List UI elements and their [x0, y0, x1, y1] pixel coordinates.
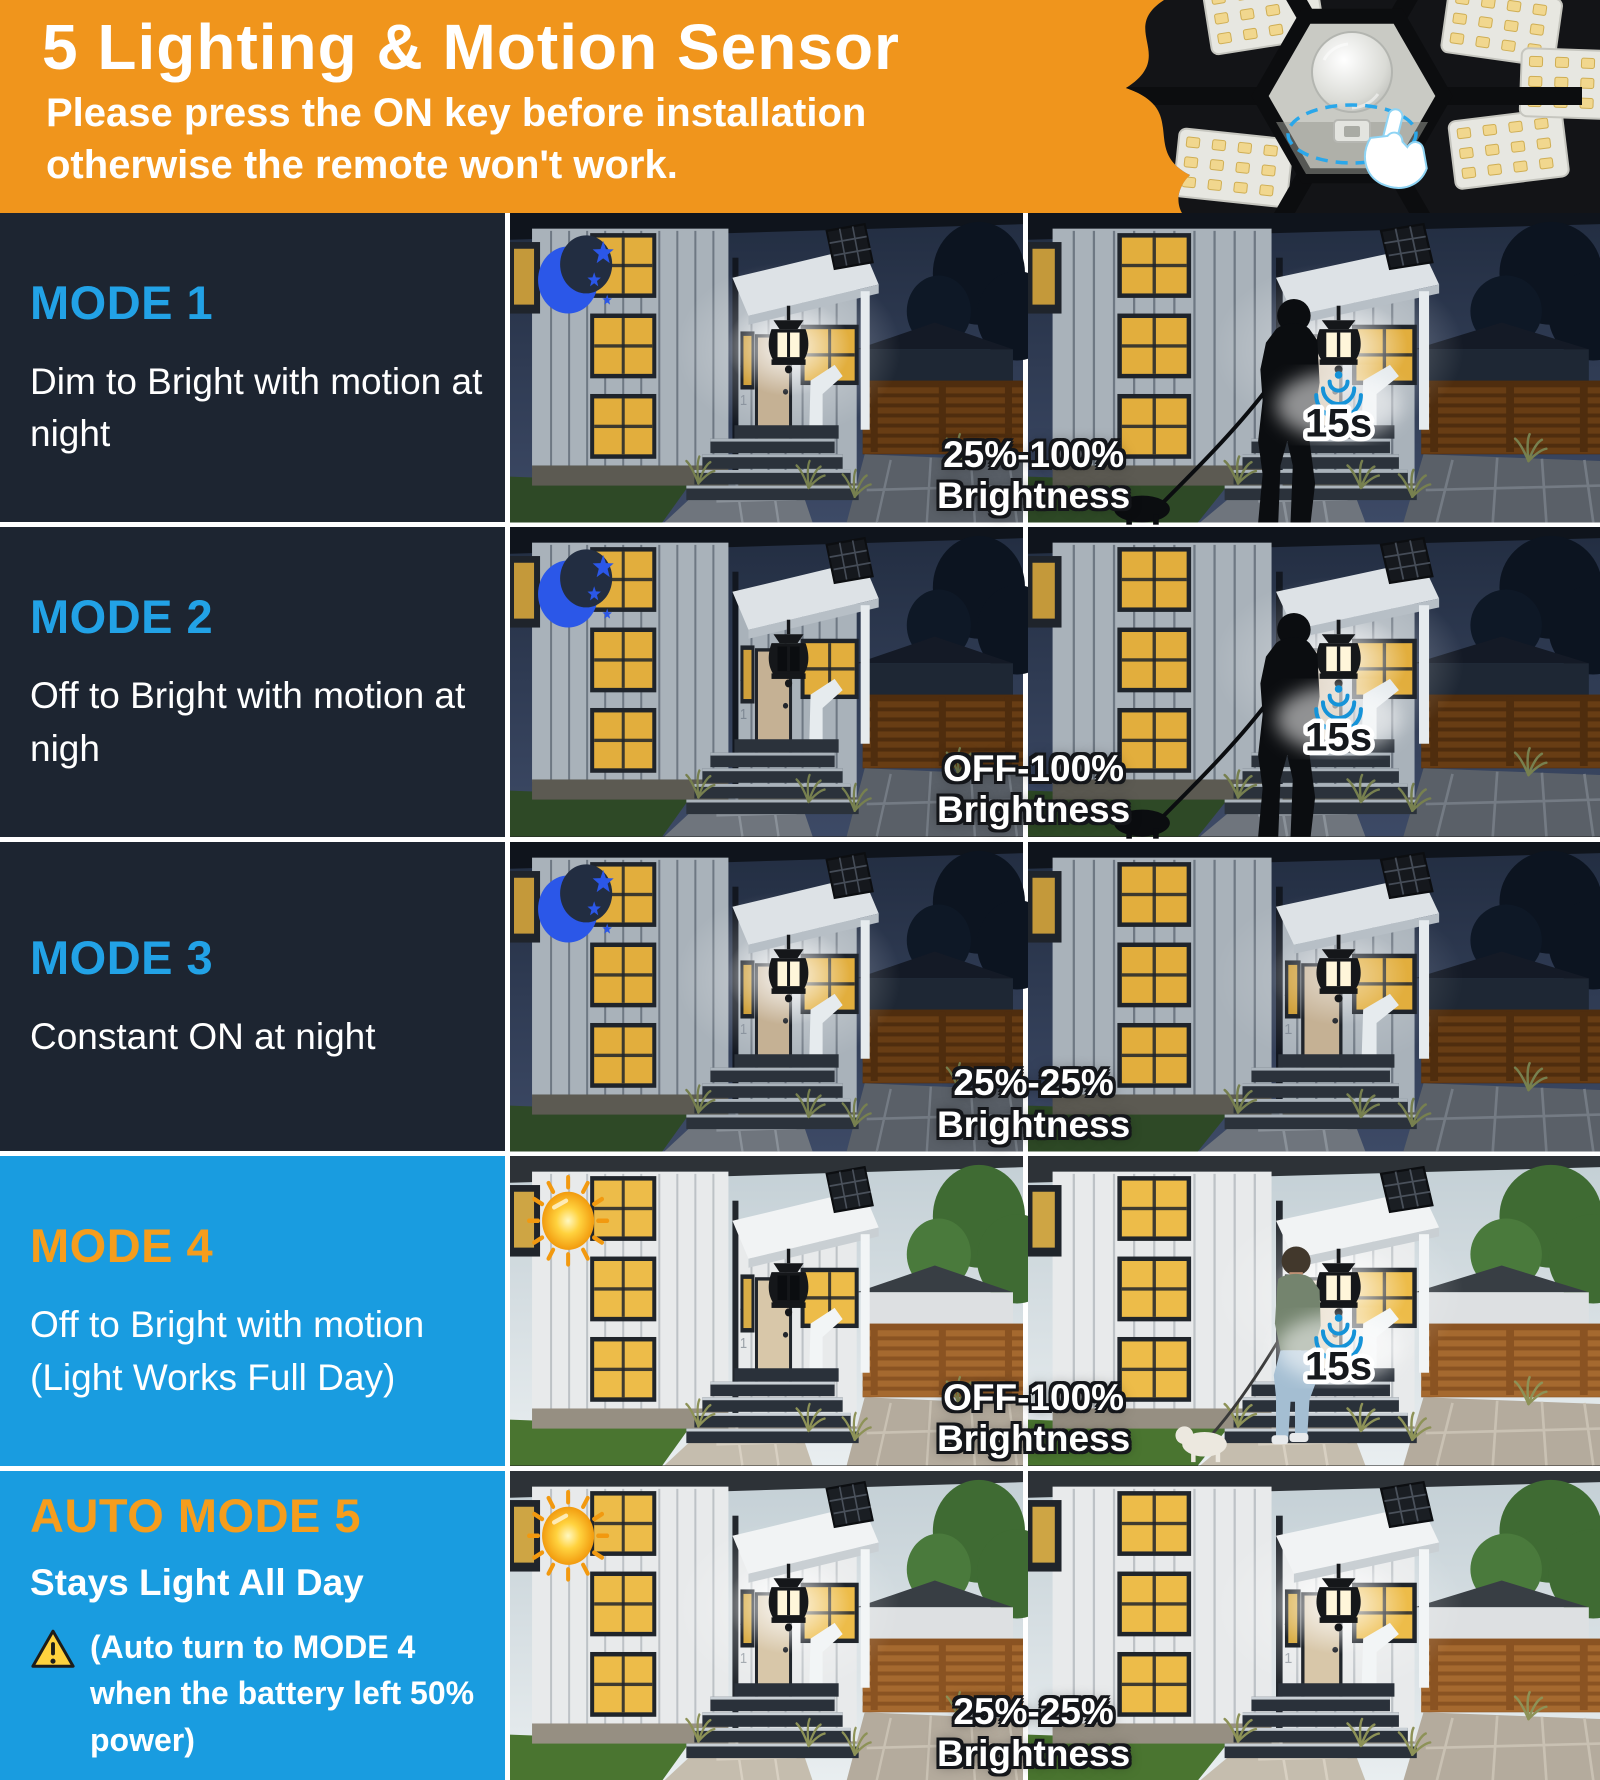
wood-fence [1421, 1324, 1600, 1398]
solar-panel [827, 539, 873, 584]
header-subtitle-line2: otherwise the remote won't work. [46, 142, 900, 188]
brightness-range: OFF-100% [943, 748, 1124, 789]
lit-window [590, 1337, 656, 1402]
lit-window [1117, 942, 1191, 1007]
lit-window [590, 708, 656, 773]
driveway [1403, 769, 1600, 837]
lit-window [1117, 1176, 1191, 1241]
header-text [42, 10, 900, 188]
house-number: 1 [740, 1597, 748, 1666]
brightness-label [937, 1691, 1130, 1774]
lit-window [590, 1023, 656, 1088]
house-number: 1 [740, 968, 748, 1037]
mode-title: MODE 3 [30, 930, 487, 985]
solar-panel [827, 224, 873, 269]
lit-window [1117, 862, 1191, 927]
brightness-label [937, 434, 1130, 517]
brightness-range: OFF-100% [943, 1377, 1124, 1418]
driveway [1403, 1398, 1600, 1466]
mode-note-text: (Auto turn to MODE 4 when the battery left 50% power) [90, 1624, 487, 1763]
lit-window [1117, 233, 1191, 298]
lit-window [590, 1176, 656, 1241]
mode-note [30, 1624, 487, 1763]
lit-window [590, 628, 656, 693]
wood-fence [1421, 381, 1600, 455]
mode-panel [0, 1156, 505, 1465]
mode-title: AUTO MODE 5 [30, 1488, 487, 1543]
solar-panel [1381, 224, 1432, 269]
brightness-word: Brightness [937, 1733, 1130, 1774]
mode-panel [0, 842, 505, 1151]
mode-panel [0, 527, 505, 836]
brightness-range: 25%-25% [953, 1691, 1113, 1732]
solar-panel [1381, 1168, 1432, 1213]
mode-row [0, 213, 1600, 522]
sensor-duration-text: 15s [1305, 715, 1372, 760]
lit-window [1117, 314, 1191, 379]
warning-icon [30, 1628, 76, 1670]
mode-row [0, 842, 1600, 1151]
wood-fence [1421, 1009, 1600, 1083]
house-number: 1 [1284, 1597, 1292, 1667]
led-panel [1448, 108, 1569, 189]
wood-fence [1421, 695, 1600, 769]
brightness-range: 25%-100% [943, 434, 1124, 475]
lit-window [1117, 1257, 1191, 1322]
mode-title: MODE 1 [30, 275, 487, 330]
sensor-duration-text: 15s [1305, 400, 1372, 445]
brightness-label [937, 1377, 1130, 1460]
led-panel [1520, 48, 1600, 120]
solar-panel [827, 853, 873, 898]
product-photo [1052, 0, 1600, 213]
modes-grid [0, 213, 1600, 1600]
mode-row [0, 1471, 1600, 1780]
motion-sensor-dome [1312, 32, 1392, 112]
header-subtitle-line1: Please press the ON key before installation [46, 90, 900, 136]
solar-panel [1381, 539, 1432, 584]
lit-window [1117, 1491, 1191, 1556]
mode-description: Stays Light All Day [30, 1557, 487, 1610]
lit-window [590, 1652, 656, 1717]
lit-window [590, 314, 656, 379]
driveway [1403, 1083, 1600, 1151]
lit-window [1117, 1571, 1191, 1636]
driveway [1403, 454, 1600, 522]
solar-panel [827, 1168, 873, 1213]
solar-panel [1381, 853, 1432, 898]
mode-row [0, 527, 1600, 836]
lit-window [1117, 548, 1191, 613]
lit-window [1117, 628, 1191, 693]
lit-window [590, 942, 656, 1007]
header-banner [0, 0, 1600, 213]
lit-window [590, 1571, 656, 1636]
mode-panel [0, 213, 505, 522]
sensor-duration-text: 15s [1305, 1344, 1372, 1389]
lit-window [590, 1491, 656, 1556]
brightness-word: Brightness [937, 475, 1130, 516]
lit-window [590, 394, 656, 459]
mode-title: MODE 4 [30, 1218, 487, 1273]
brightness-word: Brightness [937, 1104, 1130, 1145]
brightness-label [937, 748, 1130, 831]
led-panel [1173, 128, 1293, 208]
mode-title: MODE 2 [30, 589, 487, 644]
brightness-range: 25%-25% [953, 1062, 1113, 1103]
lit-window [590, 1257, 656, 1322]
brightness-label [937, 1062, 1130, 1145]
house-number: 1 [740, 653, 748, 722]
mode-panel [0, 1471, 505, 1780]
mode-description: Dim to Bright with motion at night [30, 356, 487, 461]
mode-description: Constant ON at night [30, 1011, 487, 1064]
mode-row [0, 1156, 1600, 1465]
driveway [1403, 1712, 1600, 1780]
house-number: 1 [740, 1282, 748, 1351]
solar-panel [1381, 1482, 1432, 1527]
page-title: 5 Lighting & Motion Sensor [42, 10, 900, 84]
mode-description: Off to Bright with motion at nigh [30, 670, 487, 775]
solar-panel [827, 1482, 873, 1527]
wood-fence [1421, 1638, 1600, 1712]
brightness-word: Brightness [937, 789, 1130, 830]
house-number: 1 [740, 339, 748, 408]
brightness-word: Brightness [937, 1418, 1130, 1459]
house-number: 1 [1284, 968, 1292, 1038]
mode-description: Off to Bright with motion (Light Works Full Day) [30, 1299, 487, 1404]
